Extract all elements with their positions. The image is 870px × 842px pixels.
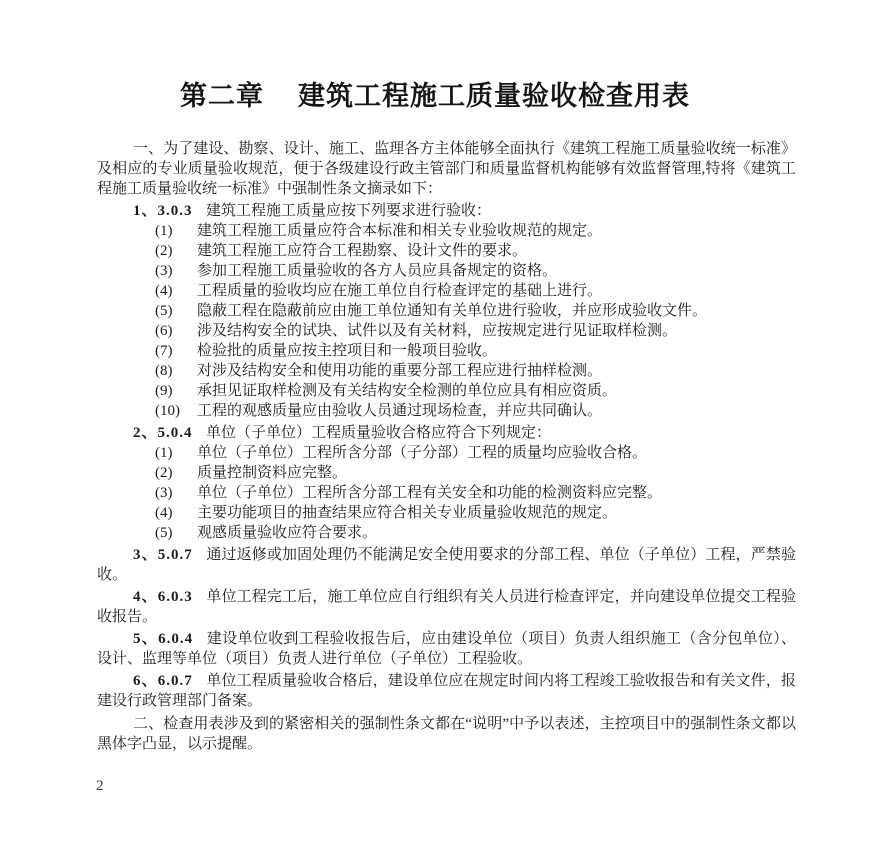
list-item (97, 401, 796, 421)
item-marker: (5) (155, 303, 173, 319)
list-item (97, 261, 796, 281)
section-heading (97, 629, 796, 669)
list-item (97, 361, 796, 381)
list-item (97, 523, 796, 543)
list-item (97, 503, 796, 523)
item-text: 参加工程施工质量验收的各方人员应具备规定的资格。 (197, 263, 558, 279)
section-1 (97, 201, 796, 421)
section-4 (97, 587, 796, 627)
closing-paragraph: 二、检查用表涉及到的紧密相关的强制性条文都在“说明”中予以表述，主控项目中的强制性条文都以黑体字凸显，以示提醒。 (97, 716, 796, 752)
section-text: 单位工程完工后，施工单位应自行组织有关人员进行检查评定，并向建设单位提交工程验收报告。 (97, 589, 796, 625)
list-item (97, 443, 796, 463)
item-marker: (4) (155, 505, 173, 521)
intro-paragraph: 一、为了建设、勘察、设计、施工、监理各方主体能够全面执行《建筑工程施工质量验收统一标准》及相应的专业质量验收规范，便于各级建设行政主管部门和质量监督机构能够有效监督管理,特将《建筑工程施工质量验收统一标准》中强制性条文摘录如下： (97, 141, 796, 197)
item-text: 涉及结构安全的试块、试件以及有关材料，应按规定进行见证取样检测。 (197, 323, 678, 339)
section-3 (97, 545, 796, 585)
section-heading (97, 587, 796, 627)
section-6 (97, 671, 796, 711)
item-text: 单位（子单位）工程所含分部工程有关安全和功能的检测资料应完整。 (197, 485, 663, 501)
item-marker: (6) (155, 323, 173, 339)
item-marker: (2) (155, 465, 173, 481)
list-item (97, 341, 796, 361)
chapter-title-text: 建筑工程施工质量验收检查用表 (298, 81, 690, 111)
item-text: 单位（子单位）工程所含分部（子分部）工程的质量均应验收合格。 (197, 445, 648, 461)
section-text: 建设单位收到工程验收报告后，应由建设单位（项目）负责人组织施工（含分包单位）、设计、监理等单位（项目）负责人进行单位（子单位）工程验收。 (97, 631, 796, 667)
list-item (97, 221, 796, 241)
item-marker: (5) (155, 525, 173, 541)
item-marker: (7) (155, 343, 173, 359)
section-text: 建筑工程施工质量应按下列要求进行验收： (206, 203, 492, 219)
item-text: 工程质量的验收均应在施工单位自行检查评定的基础上进行。 (197, 283, 603, 299)
item-marker: (3) (155, 485, 173, 501)
item-text: 承担见证取样检测及有关结构安全检测的单位应具有相应资质。 (197, 383, 618, 399)
list-item (97, 301, 796, 321)
section-number: 6、6.0.7 (133, 673, 193, 689)
item-text: 观感质量验收应符合要求。 (197, 525, 378, 541)
section-heading (97, 671, 796, 711)
item-marker: (9) (155, 383, 173, 399)
section-number: 5、6.0.4 (133, 631, 194, 647)
document-body (0, 139, 870, 754)
item-marker: (8) (155, 363, 173, 379)
section-number: 4、6.0.3 (133, 589, 193, 605)
item-marker: (3) (155, 263, 173, 279)
list-item (97, 241, 796, 261)
section-2 (97, 423, 796, 543)
item-marker: (10) (155, 403, 180, 419)
item-text: 建筑工程施工质量应符合本标准和相关专业验收规范的规定。 (197, 223, 603, 239)
section-text: 通过返修或加固处理仍不能满足安全使用要求的分部工程、单位（子单位）工程，严禁验收。 (97, 547, 796, 583)
item-marker: (1) (155, 445, 173, 461)
item-text: 质量控制资料应完整。 (197, 465, 348, 481)
item-marker: (1) (155, 223, 173, 239)
list-item (97, 463, 796, 483)
section-heading (97, 545, 796, 585)
list-item (97, 321, 796, 341)
item-text: 对涉及结构安全和使用功能的重要分部工程应进行抽样检测。 (197, 363, 603, 379)
item-marker: (4) (155, 283, 173, 299)
section-number: 1、3.0.3 (133, 203, 193, 219)
section-number: 2、5.0.4 (133, 425, 193, 441)
chapter-label: 第二章 (180, 81, 264, 111)
item-text: 检验批的质量应按主控项目和一般项目验收。 (197, 343, 498, 359)
section-text: 单位（子单位）工程质量验收合格应符合下列规定： (206, 425, 552, 441)
item-text: 建筑工程施工应符合工程勘察、设计文件的要求。 (197, 243, 528, 259)
page-title (0, 0, 870, 112)
section-heading (97, 423, 796, 443)
section-number: 3、5.0.7 (133, 547, 193, 563)
list-item (97, 281, 796, 301)
item-text: 工程的观感质量应由验收人员通过现场检查，并应共同确认。 (197, 403, 603, 419)
page-number: 2 (96, 778, 104, 794)
section-text: 单位工程质量验收合格后，建设单位应在规定时间内将工程竣工验收报告和有关文件，报建设行政管理部门备案。 (97, 673, 796, 709)
item-marker: (2) (155, 243, 173, 259)
list-item (97, 483, 796, 503)
section-heading (97, 201, 796, 221)
item-text: 主要功能项目的抽查结果应符合相关专业质量验收规范的规定。 (197, 505, 618, 521)
section-5 (97, 629, 796, 669)
list-item (97, 381, 796, 401)
item-text: 隐蔽工程在隐蔽前应由施工单位通知有关单位进行验收，并应形成验收文件。 (197, 303, 708, 319)
